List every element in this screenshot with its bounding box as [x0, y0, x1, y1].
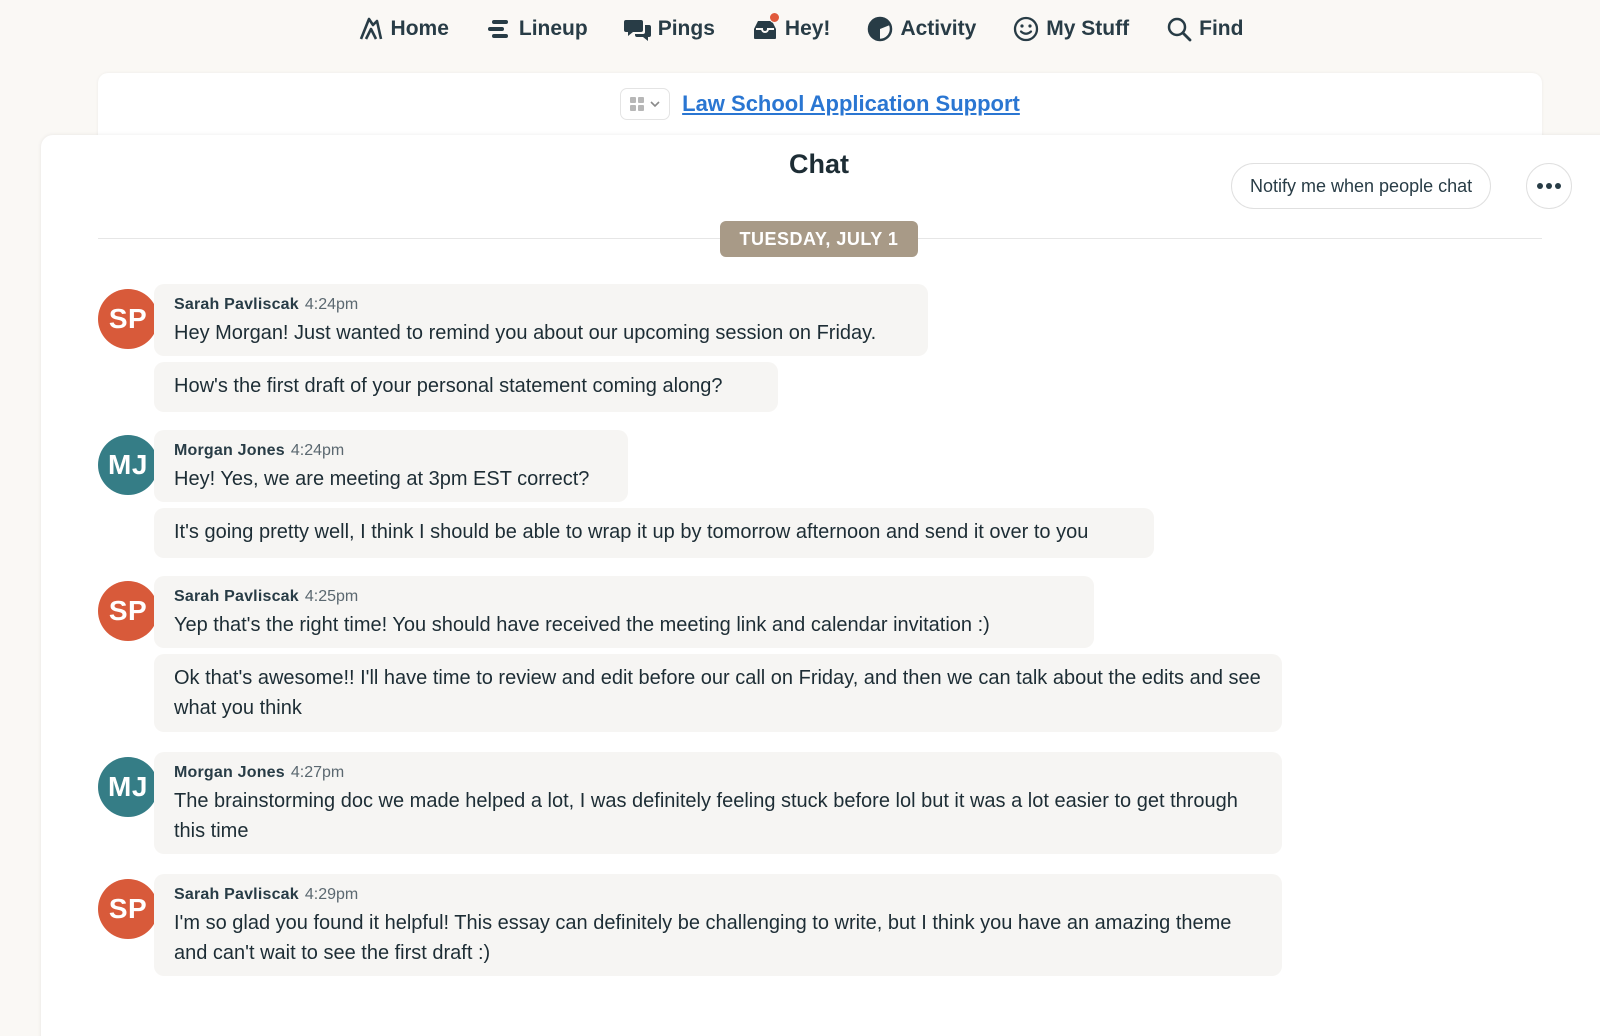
message-bubble[interactable]	[154, 430, 628, 502]
nav-mystuff-label: My Stuff	[1046, 17, 1130, 40]
message-text: It's going pretty well, I think I should be able to wrap it up by tomorrow afternoon and send it over to you	[174, 521, 1089, 543]
message-author[interactable]: Sarah Pavliscak	[174, 588, 299, 605]
nav-hey-label: Hey!	[784, 17, 831, 40]
top-nav	[0, 0, 1600, 58]
nav-activity-label: Activity	[900, 17, 977, 40]
avatar[interactable]: SP	[98, 581, 158, 641]
nav-home[interactable]	[339, 15, 467, 43]
message-author[interactable]: Morgan Jones	[174, 764, 285, 781]
pings-icon	[624, 15, 652, 43]
avatar[interactable]: MJ	[98, 757, 158, 817]
message-text: Hey Morgan! Just wanted to remind you about our upcoming session on Friday.	[174, 322, 877, 344]
smiley-icon	[1012, 15, 1040, 43]
message-bubble[interactable]	[154, 874, 1282, 976]
ellipsis-dot	[1555, 183, 1561, 189]
message-text: The brainstorming doc we made helped a lot, I was definitely feeling stuck before lol but it was a lot easier to get through this time	[174, 790, 1238, 842]
nav-lineup-label: Lineup	[518, 17, 588, 40]
message-meta	[174, 294, 908, 316]
nav-hey[interactable]	[733, 15, 849, 43]
nav-pings-label: Pings	[657, 17, 715, 40]
avatar[interactable]: SP	[98, 879, 158, 939]
project-switcher-button[interactable]	[620, 88, 670, 120]
message-text: Yep that's the right time! You should have received the meeting link and calendar invitation :)	[174, 614, 990, 636]
message-text: Hey! Yes, we are meeting at 3pm EST correct?	[174, 468, 590, 490]
message-bubble[interactable]	[154, 576, 1094, 648]
message-time[interactable]: 4:27pm	[290, 764, 345, 781]
project-title-link[interactable]: Law School Application Support	[682, 91, 1020, 116]
notification-dot	[769, 12, 780, 23]
message-bubble[interactable]	[154, 654, 1282, 732]
nav-mystuff[interactable]	[994, 15, 1147, 43]
message-bubble[interactable]	[154, 362, 778, 412]
nav-home-label: Home	[390, 17, 449, 40]
nav-pings[interactable]	[606, 15, 733, 43]
chat-panel	[41, 135, 1600, 1036]
ellipsis-icon	[1537, 183, 1543, 189]
message-author[interactable]: Sarah Pavliscak	[174, 296, 299, 313]
date-separator: TUESDAY, JULY 1	[720, 221, 918, 257]
message-text: How's the first draft of your personal statement coming along?	[174, 375, 723, 397]
message-time[interactable]: 4:24pm	[290, 442, 345, 459]
message-time[interactable]: 4:24pm	[304, 296, 359, 313]
message-bubble[interactable]	[154, 508, 1154, 558]
nav-activity[interactable]	[848, 15, 994, 43]
project-title-row	[98, 88, 1542, 120]
message-text: I'm so glad you found it helpful! This essay can definitely be challenging to write, but I think you have an amazing theme and can't wait to see the first draft :)	[174, 912, 1232, 964]
search-icon	[1165, 15, 1193, 43]
nav-find-label: Find	[1199, 17, 1244, 40]
notify-button[interactable]: Notify me when people chat	[1231, 163, 1491, 209]
chevron-down-icon	[649, 98, 661, 110]
message-time[interactable]: 4:29pm	[304, 886, 359, 903]
message-meta	[174, 586, 1074, 608]
grid-icon	[629, 96, 645, 112]
message-bubble[interactable]	[154, 752, 1282, 854]
lineup-icon	[485, 15, 513, 43]
message-author[interactable]: Sarah Pavliscak	[174, 886, 299, 903]
avatar[interactable]: SP	[98, 289, 158, 349]
nav-lineup[interactable]	[467, 15, 606, 43]
page-title: Chat	[789, 149, 849, 179]
message-author[interactable]: Morgan Jones	[174, 442, 285, 459]
message-time[interactable]: 4:25pm	[304, 588, 359, 605]
activity-icon	[866, 15, 894, 43]
message-text: Ok that's awesome!! I'll have time to review and edit before our call on Friday, and then we can talk about the edits and see what you think	[174, 667, 1261, 719]
message-meta	[174, 762, 1262, 784]
nav-find[interactable]	[1147, 15, 1261, 43]
message-meta	[174, 884, 1262, 906]
message-meta	[174, 440, 608, 462]
avatar[interactable]: MJ	[98, 435, 158, 495]
message-bubble[interactable]	[154, 284, 928, 356]
more-options-button[interactable]	[1526, 163, 1572, 209]
ellipsis-dot	[1546, 183, 1552, 189]
home-icon	[357, 15, 385, 43]
